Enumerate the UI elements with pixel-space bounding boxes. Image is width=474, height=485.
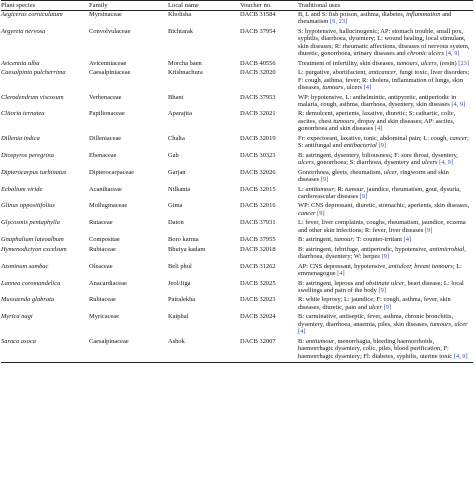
uses-text: tumour — [345, 185, 364, 193]
family-cell: Avicenniaceae — [89, 59, 127, 67]
local-name-cell: Chalta — [168, 134, 185, 142]
local-name-cell: Krishnachura — [168, 69, 203, 77]
family-cell: Compositae — [89, 236, 120, 244]
uses-text: and rheumatism — [298, 11, 452, 26]
uses-cell — [298, 296, 473, 313]
uses-text: tumours — [430, 320, 452, 328]
reference-link[interactable]: [9] — [381, 253, 389, 261]
table-row — [1, 11, 473, 28]
local-name-cell: Gima — [168, 202, 183, 210]
species-cell: Glycosmis pentaphylla — [1, 219, 60, 227]
uses-cell — [298, 313, 473, 337]
uses-text: ulcer — [383, 168, 398, 176]
reference-link[interactable]: [9] — [320, 176, 329, 184]
reference-link[interactable]: [9] — [378, 142, 386, 150]
uses-text: , — [451, 320, 455, 328]
voucher-cell: DACB 32007 — [240, 338, 298, 363]
uses-text: L: — [298, 185, 306, 193]
uses-text: Fr: expectorant, laxative, tonic, abdominal pain; L: cough, — [298, 134, 450, 142]
species-cell: Avicennia alba — [1, 59, 40, 67]
voucher-cell: DACB 32016 — [240, 202, 276, 210]
table-row — [1, 110, 473, 134]
uses-cell — [298, 169, 473, 186]
family-cell: Dilleniaceae — [89, 134, 122, 142]
uses-text: B: astringent, — [298, 236, 335, 244]
local-name-cell: Beli phul — [168, 262, 192, 270]
table-body — [1, 11, 473, 363]
voucher-cell: DACB 32019 — [240, 134, 276, 142]
local-name-cell: Bhuiya kadam — [168, 245, 206, 253]
col-header-species: Plant species — [1, 1, 89, 11]
species-cell: Ecbolium viride — [1, 185, 43, 193]
local-name-cell: Kholisha — [168, 11, 192, 18]
col-header-local-name: Local name — [168, 1, 240, 11]
family-cell: Anacardiaceae — [89, 279, 127, 287]
uses-text: , ringworm and skin diseases — [298, 168, 449, 184]
uses-cell — [298, 338, 473, 363]
uses-text: B: astringent, leprous and — [298, 279, 366, 287]
family-cell: Myrsinaceae — [89, 11, 122, 18]
reference-link[interactable]: [4, 9] — [439, 159, 454, 167]
uses-cell — [298, 135, 473, 152]
uses-text: anticancer — [368, 69, 397, 77]
uses-text: tumours, ulcers — [396, 59, 437, 67]
species-cell: Lannea coromandelica — [1, 279, 61, 287]
reference-link[interactable]: [4, 9] — [445, 50, 460, 58]
uses-text: L: fever, liver complaints, coughs, rheumatism, jaundice, eczema and other skin infections; R: fever, liver diseases — [298, 219, 466, 234]
uses-text: tumour — [334, 236, 353, 244]
voucher-cell: DACB 32018 — [240, 245, 276, 253]
uses-cell — [298, 60, 473, 69]
voucher-cell: DACB 32015 — [240, 185, 276, 193]
table-row — [1, 94, 473, 111]
uses-text: cancer — [298, 209, 316, 217]
voucher-cell: DACB 32024 — [240, 313, 276, 321]
uses-cell — [298, 11, 473, 28]
uses-cell — [298, 110, 473, 134]
species-cell: Hymenodictyon excelsum — [1, 245, 67, 253]
species-cell: Dipterocarpus turbinatus — [1, 168, 67, 176]
voucher-cell: DACB 32021 — [240, 110, 276, 118]
species-cell: Gnaphalium luteoalbum — [1, 236, 64, 244]
voucher-cell: DACB 40556 — [240, 59, 276, 67]
uses-text: antiulcer, breast tumours — [388, 262, 453, 270]
species-cell: Aegiceras corniculatum — [1, 11, 63, 18]
table-row — [1, 152, 473, 169]
uses-text: L: purgative, abortifacient, — [298, 69, 369, 77]
uses-text: AP: CNS depressant, hypotensive, — [298, 262, 389, 270]
uses-text: B, L and S: fish poison, asthma, diabetes, — [298, 11, 407, 18]
local-name-cell: Garjan — [168, 168, 186, 176]
uses-text: , menorrhagia, bleeding haemorrhoids, haemorrhagic dysentery, colic, piles, blood purification, F: haemorrhagic dysentery; Fl: diabetes, syphilis, uterine tonic — [298, 337, 454, 360]
uses-text: antitumour — [305, 185, 334, 193]
uses-text: obstinate ulcer — [365, 279, 405, 287]
uses-cell — [298, 202, 473, 219]
uses-cell — [298, 152, 473, 169]
table-row — [1, 202, 473, 219]
reference-link[interactable]: [9] — [383, 303, 392, 311]
uses-cell — [298, 186, 473, 203]
table-row — [1, 60, 473, 69]
uses-text: Gonorrhoea, gleets, rheumatism, — [298, 168, 384, 176]
uses-text: S: hypotensive, hallucinogenic; AP: stomach trouble, small pox, syphilis, diarrhoea, dysentery; L: wound healing, local stimulant, skin diseases; R: rheumatic affections, diseases of nervous system, diuretic, gonorrhoea, urinary diseases and — [298, 27, 470, 58]
voucher-cell: DACB 37954 — [240, 27, 276, 35]
uses-cell — [298, 69, 473, 93]
reference-link[interactable]: [4, 9] — [451, 100, 466, 108]
header-row — [1, 1, 473, 11]
table-row — [1, 338, 473, 363]
voucher-cell: DACB 37931 — [240, 219, 276, 227]
uses-text: WP: CNS depressant, diuretic, stomachic, aperients, skin diseases, — [298, 202, 470, 210]
uses-text: tumours — [333, 117, 355, 125]
reference-link[interactable]: [9] — [378, 286, 386, 294]
table-row — [1, 263, 473, 280]
uses-text: ulcer — [368, 303, 383, 311]
family-cell: Ebenaceae — [89, 151, 117, 159]
reference-link[interactable]: [9] — [424, 226, 433, 234]
species-cell: Argyreia nervosa — [1, 27, 46, 35]
local-name-cell: Aparajita — [168, 110, 192, 118]
family-cell: Myricaceae — [89, 313, 120, 321]
uses-text: , ulcers — [343, 84, 364, 92]
table-row — [1, 186, 473, 203]
uses-text: , diarrhoea, dysentery; W: herpes — [298, 245, 466, 261]
uses-text: R: white leprosy; L: jaundice; F: cough, asthma, fever, skin diseases, diuretic, pain and — [298, 296, 451, 311]
family-cell: Acanthaceae — [89, 185, 122, 193]
reference-link[interactable]: [4] — [403, 236, 412, 244]
reference-link[interactable]: [9, 23] — [330, 18, 348, 26]
uses-text: ; R: — [333, 185, 346, 193]
uses-cell — [298, 263, 473, 280]
reference-link[interactable]: [4] — [374, 125, 383, 133]
uses-cell — [298, 246, 473, 263]
reference-link[interactable]: [23] — [458, 59, 470, 67]
local-name-cell: Kaiphal — [168, 313, 189, 321]
voucher-cell: DACB 32026 — [240, 168, 276, 176]
local-name-cell: Ashok — [168, 338, 240, 363]
species-cell: Jasminum sambac — [1, 262, 49, 270]
uses-text: WP: hypotensive, L: anthelmintic, antipyretic, antiperiodic in malaria, cough, asthma, diarrhoea, dysentery, skin diseases — [298, 93, 457, 108]
local-name-cell: Nilkanta — [168, 185, 191, 193]
col-header-voucher: Voucher no. — [240, 1, 298, 11]
uses-cell — [298, 280, 473, 297]
uses-text: cancer — [449, 134, 468, 142]
voucher-cell: DACB 37953 — [240, 93, 276, 101]
uses-text: , jaundice, rheumatism, gout, dysuria, cardiovascular diseases — [298, 185, 461, 200]
uses-text: inflammation — [406, 11, 441, 18]
species-cell: Mussaenda glabrata — [1, 296, 55, 304]
voucher-cell: DACB 31262 — [240, 262, 276, 270]
reference-link[interactable]: [4] — [337, 270, 345, 278]
voucher-cell: DACB 30323 — [240, 151, 276, 159]
family-cell: Oleaceae — [89, 262, 113, 270]
species-cell: Diospyros peregrina — [1, 151, 54, 159]
local-name-cell: Jeol/Jiga — [168, 279, 191, 287]
col-header-family: Family — [89, 1, 168, 11]
family-cell: Convolvulaceae — [89, 27, 131, 35]
uses-text: ulcers — [298, 159, 314, 167]
species-cell: Clitoria ternatea — [1, 110, 45, 118]
local-name-cell: Daton — [168, 219, 184, 227]
uses-text: , (resin) — [436, 59, 459, 67]
reference-link[interactable]: [4] — [298, 328, 306, 336]
table-row — [1, 169, 473, 186]
family-cell: Papilionaceae — [89, 110, 125, 118]
plant-uses-table — [1, 0, 473, 363]
family-cell: Dipterocarpaceae — [89, 168, 135, 176]
table-row — [1, 280, 473, 297]
col-header-uses: Traditional uses — [298, 1, 473, 11]
uses-text: , fungi toxic, liver disorders; F: cough, asthma, fever; R: cholera, inflammation of lungs, skin diseases, — [298, 69, 470, 92]
table-row — [1, 246, 473, 263]
family-cell: Verbenaceae — [89, 93, 122, 101]
uses-text: tumours — [322, 84, 344, 92]
local-name-cell: Morcha baen — [168, 59, 202, 67]
local-name-cell: Gab — [168, 151, 179, 159]
reference-link[interactable]: [9] — [359, 192, 368, 200]
uses-cell — [298, 94, 473, 111]
uses-cell — [298, 236, 473, 245]
uses-text: chronic ulcers — [407, 50, 445, 58]
uses-text: ulcers — [421, 159, 438, 167]
uses-text: ulcer — [454, 320, 468, 328]
species-cell: Caesalpinia pulcherrima — [1, 69, 66, 77]
uses-text: R: demulcent, aperients, laxative, diuretic; S: cathartic, colic, ascites, chest — [298, 110, 456, 125]
family-cell: Rubiaceae — [89, 245, 116, 253]
table-row — [1, 135, 473, 152]
uses-text: antitumour — [305, 337, 335, 345]
reference-link[interactable]: [9] — [317, 209, 325, 217]
table-row — [1, 69, 473, 93]
table-row — [1, 236, 473, 245]
family-cell: Caesalpiniaceae — [89, 69, 131, 77]
table-row — [1, 28, 473, 60]
voucher-cell: DACB 32020 — [240, 69, 276, 77]
uses-text: antibacterial — [343, 142, 377, 150]
table-row — [1, 313, 473, 337]
family-cell: Rutaceae — [89, 219, 113, 227]
local-name-cell: Boro karma — [168, 236, 199, 244]
species-cell: Glinus oppositifolius — [1, 202, 55, 210]
uses-cell — [298, 28, 473, 60]
voucher-cell: DACB 32023 — [240, 296, 276, 304]
species-cell: Saraca asoca — [1, 338, 89, 363]
voucher-cell: DACB 31584 — [240, 11, 276, 18]
uses-text: ; S: antifungal and — [298, 134, 469, 150]
family-cell: Molluginaceae — [89, 202, 128, 210]
uses-text: B: carminative, antiseptic, fever, asthma, chronic bronchitis, dysentery, diarrhoea, anaemia, piles, skin diseases, — [298, 313, 454, 328]
uses-text: B: — [298, 337, 306, 345]
uses-text: Treatment of infertility, skin diseases, — [298, 59, 397, 67]
uses-text: , heart disease; L: local swellings and pain of the body — [298, 279, 464, 294]
uses-text: ; L: emmenagogue — [298, 262, 462, 278]
local-name-cell: Patralekha — [168, 296, 196, 304]
uses-cell — [298, 219, 473, 236]
species-cell: Clerodendrum viscosum — [1, 93, 64, 101]
uses-text: , dropsy and skin diseases; AP: ascites, gonorrhoea and skin diseases — [298, 117, 455, 133]
table-row — [1, 219, 473, 236]
family-cell: Caesalpinaceae — [89, 338, 168, 363]
species-cell: Dillenia indica — [1, 134, 40, 142]
family-cell: Rubiaceae — [89, 296, 116, 304]
local-name-cell: Bhant — [168, 93, 184, 101]
uses-text: , gonorrhoea; S: diarrhoea, dysentery and — [313, 159, 422, 167]
local-name-cell: Bichtarak — [168, 27, 194, 35]
reference-link[interactable]: [4, 9] — [453, 352, 468, 360]
uses-text: antimicrobial — [429, 245, 465, 253]
uses-text: B: astringent, febrifuge, antiperiodic, hypotensive, — [298, 245, 430, 253]
voucher-cell: DACB 37955 — [240, 236, 276, 244]
uses-text: B: astringent, dysentery, biliousness; F: sore throat, dysentery, — [298, 151, 458, 159]
species-cell: Myrica nagi — [1, 313, 33, 321]
table-row — [1, 296, 473, 313]
reference-link[interactable]: [4] — [363, 84, 372, 92]
uses-text: ; T: counter-irritant — [352, 236, 404, 244]
voucher-cell: DACB 32025 — [240, 279, 276, 287]
